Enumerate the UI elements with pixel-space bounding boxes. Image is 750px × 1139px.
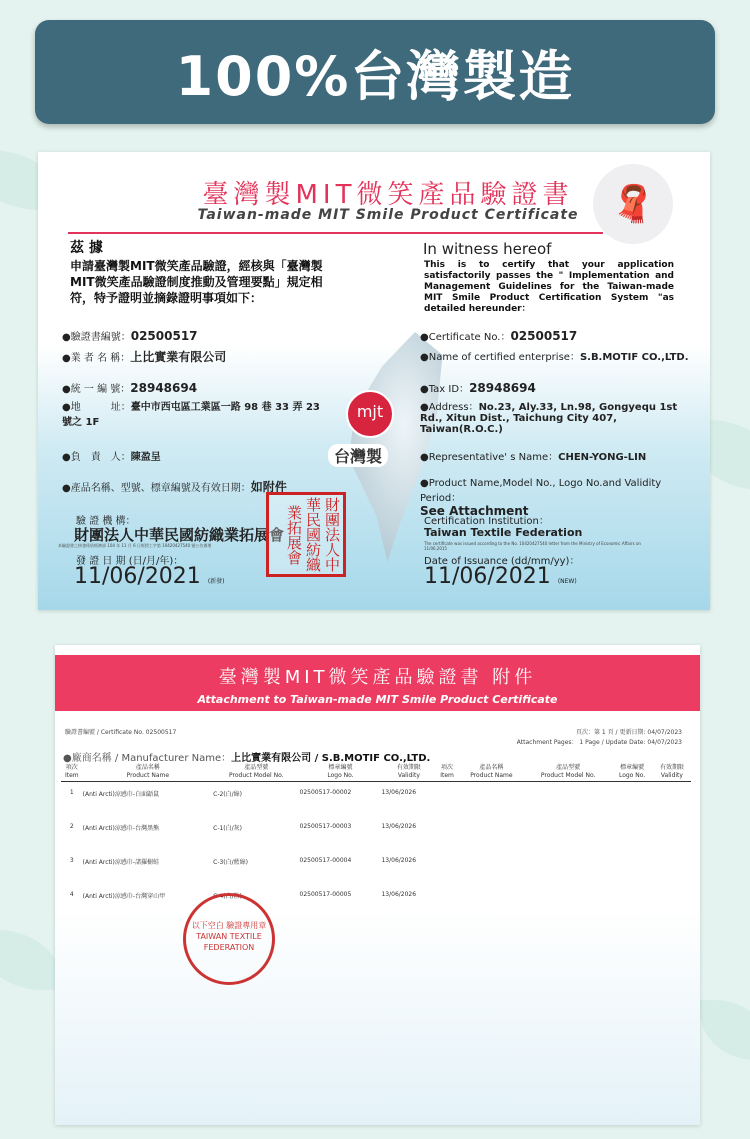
empty-cell: [436, 782, 458, 816]
zh-field-address: ●地 址：臺中市西屯區工業區一路 98 巷 33 弄 23 號之 1F: [62, 402, 320, 428]
certificate-title-en: Taiwan-made MIT Smile Product Certificate: [197, 207, 579, 223]
title-banner: [35, 20, 715, 124]
banner-title: 100%台灣製造: [175, 44, 575, 108]
empty-cell: [653, 816, 691, 850]
en-field-representative: ●Representative' s Name：CHEN-YONG-LIN: [420, 452, 647, 463]
cell-name: (Anti Arcti)涼感巾-台灣黑熊: [82, 824, 160, 832]
cell-model: C-1(白/灰): [213, 824, 243, 832]
empty-cell: [458, 782, 525, 816]
table-row: [61, 850, 691, 884]
cell-item: 2: [69, 822, 74, 830]
attachment-title-zh: 臺灣製MIT微笑產品驗證書 附件: [218, 667, 537, 688]
empty-cell: [611, 850, 653, 884]
en-field-products: ●Product Name,Model No., Logo No.and Validity Period： See Attachment: [420, 478, 662, 518]
attachment-title-en: Attachment to Taiwan-made MIT Smile Product Certificate: [197, 693, 558, 706]
zh-date-label: 發 證 日 期 (日/月/年)：: [76, 556, 184, 567]
zh-field-cert-no: ●驗證書編號：02500517: [62, 329, 198, 343]
attachment-pages-en: Attachment Pages： 1 Page / Update Date: 04/07/2023: [516, 739, 682, 746]
cell-item: 1: [69, 789, 74, 796]
column-header: 產品名稱 Product Name: [458, 763, 525, 782]
en-field-company: ●Name of certified enterprise：S.B.MOTIF CO.,LTD.: [420, 352, 689, 363]
table-row: [61, 884, 691, 918]
zh-field-company: ●業 者 名 稱：上比實業有限公司: [62, 350, 227, 364]
empty-cell: [611, 816, 653, 850]
en-issue-date: 11/06/2021 (NEW): [424, 564, 577, 589]
attachment-pages-zh: 頁次：第 1 頁 / 更新日期: 04/07/2023: [576, 729, 682, 736]
scarf-icon: 🧣: [593, 164, 673, 244]
empty-cell: [525, 782, 611, 816]
product-table: [61, 763, 691, 918]
zh-institution-label: 驗 證 機 構：: [76, 516, 136, 527]
empty-cell: [525, 816, 611, 850]
cell-item: 3: [69, 856, 74, 864]
leaf-decoration: [0, 930, 60, 990]
en-heading: In witness hereof: [423, 240, 552, 258]
cell-validity: 13/06/2026: [381, 822, 417, 830]
en-institution-label: Certification Institution：: [424, 516, 549, 527]
column-header: 產品型號 Product Model No.: [525, 763, 611, 782]
institution-seal: 財團法人中華民國紡織業拓展會: [266, 492, 346, 577]
empty-cell: [458, 884, 525, 918]
en-basis: The certificate was issued according to the No. 10420427540 letter from the Ministry of Economic Affairs on 11/06,2015: [424, 541, 641, 551]
attachment-header: [55, 655, 700, 711]
column-header: 標章編號 Logo No.: [611, 763, 653, 782]
empty-cell: [611, 884, 653, 918]
empty-cell: [436, 884, 458, 918]
en-date-label: Date of Issuance (dd/mm/yy)：: [424, 556, 580, 567]
taiwan-made-label: 台灣製: [328, 444, 388, 467]
column-header: 標章編號 Logo No.: [300, 763, 382, 782]
empty-cell: [525, 884, 611, 918]
table-row: [61, 816, 691, 850]
empty-cell: [653, 850, 691, 884]
certificate-title-zh: 臺灣製MIT微笑產品驗證書: [202, 180, 574, 210]
zh-basis: 本驗證書之核發係依經濟部 104 年 11 月 6 日經授工字第 10420427540 號公告辦理: [58, 543, 212, 548]
zh-issue-date: 11/06/2021 (新發): [74, 564, 225, 589]
zh-institution: 財團法人中華民國紡織業拓展會: [74, 526, 285, 544]
zh-heading: 茲 據: [70, 240, 103, 256]
zh-field-tax-id: ●統 一 編 號：28948694: [62, 381, 198, 395]
attachment: [55, 645, 700, 1125]
verification-stamp: 以下空白 驗證專用章 TAIWAN TEXTILE FEDERATION: [183, 893, 275, 985]
table-row: [61, 782, 691, 816]
manufacturer-line: ●廠商名稱 / Manufacturer Name：上比實業有限公司 / S.B.MOTIF CO.,LTD.: [63, 753, 431, 764]
column-header: 有效期限 Validity: [381, 763, 436, 782]
column-header: 產品名稱 Product Name: [83, 763, 214, 782]
en-institution: Taiwan Textile Federation: [424, 526, 583, 539]
empty-cell: [436, 850, 458, 884]
zh-field-products: ●產品名稱、型號、標章編號及有效日期：如附件: [62, 480, 287, 494]
en-field-address: ●Address：No.23, Aly.33, Ln.98, Gongyequ 1st Rd., Xitun Dist., Taichung City 407, Taiwan(R.O.C.): [420, 402, 678, 435]
cell-logo: 02500517-00005: [299, 890, 352, 898]
column-header: 項次 Item: [61, 763, 83, 782]
empty-cell: [611, 782, 653, 816]
cell-name: (Anti Arcti)涼感巾-諸羅樹蛙: [82, 858, 160, 866]
table-header: [61, 763, 691, 782]
attachment-cert-no: 驗證書編號 / Certificate No. 02500517: [65, 729, 177, 736]
cell-item: 4: [69, 890, 74, 898]
empty-cell: [653, 884, 691, 918]
cell-logo: 02500517-00003: [299, 822, 352, 830]
cell-model: C-4(白/粉): [213, 892, 243, 900]
cell-validity: 13/06/2026: [381, 890, 417, 898]
cell-logo: 02500517-00002: [299, 789, 352, 796]
cell-name: (Anti Arcti)涼感巾-台灣穿山甲: [82, 892, 166, 900]
empty-cell: [436, 816, 458, 850]
cell-model: C-2(白/綠): [213, 791, 243, 798]
empty-cell: [458, 850, 525, 884]
empty-cell: [653, 782, 691, 816]
column-header: 有效期限 Validity: [653, 763, 691, 782]
certificate: [38, 152, 710, 610]
zh-field-representative: ●負 責 人：陳盈呈: [62, 452, 161, 463]
en-field-tax-id: ●Tax ID：28948694: [420, 381, 536, 395]
cell-validity: 13/06/2026: [381, 856, 417, 864]
cell-name: (Anti Arcti)涼感巾-白面鼯鼠: [82, 791, 160, 798]
zh-intro: 申請臺灣製MIT微笑產品驗證，經核與「臺灣製MIT微笑產品驗證制度推動及管理要點」規定相符，特予證明並摘錄證明事項如下：: [70, 259, 323, 305]
en-intro: This is to certify that your application satisfactorily passes the " Implementation and Management Guidelines for the Taiwan-made MIT Smile Product Certification System "as detailed hereunder：: [424, 260, 674, 314]
column-header: 產品型號 Product Model No.: [213, 763, 299, 782]
cell-logo: 02500517-00004: [299, 856, 352, 864]
empty-cell: [525, 850, 611, 884]
mit-logo: mjt: [346, 390, 394, 438]
cell-model: C-3(白/藍綠): [213, 858, 249, 866]
column-header: 項次 Item: [436, 763, 458, 782]
divider: [68, 232, 603, 234]
leaf-decoration: [700, 1000, 750, 1060]
cell-validity: 13/06/2026: [381, 789, 417, 796]
en-field-cert-no: ●Certificate No.：02500517: [420, 329, 578, 343]
empty-cell: [458, 816, 525, 850]
